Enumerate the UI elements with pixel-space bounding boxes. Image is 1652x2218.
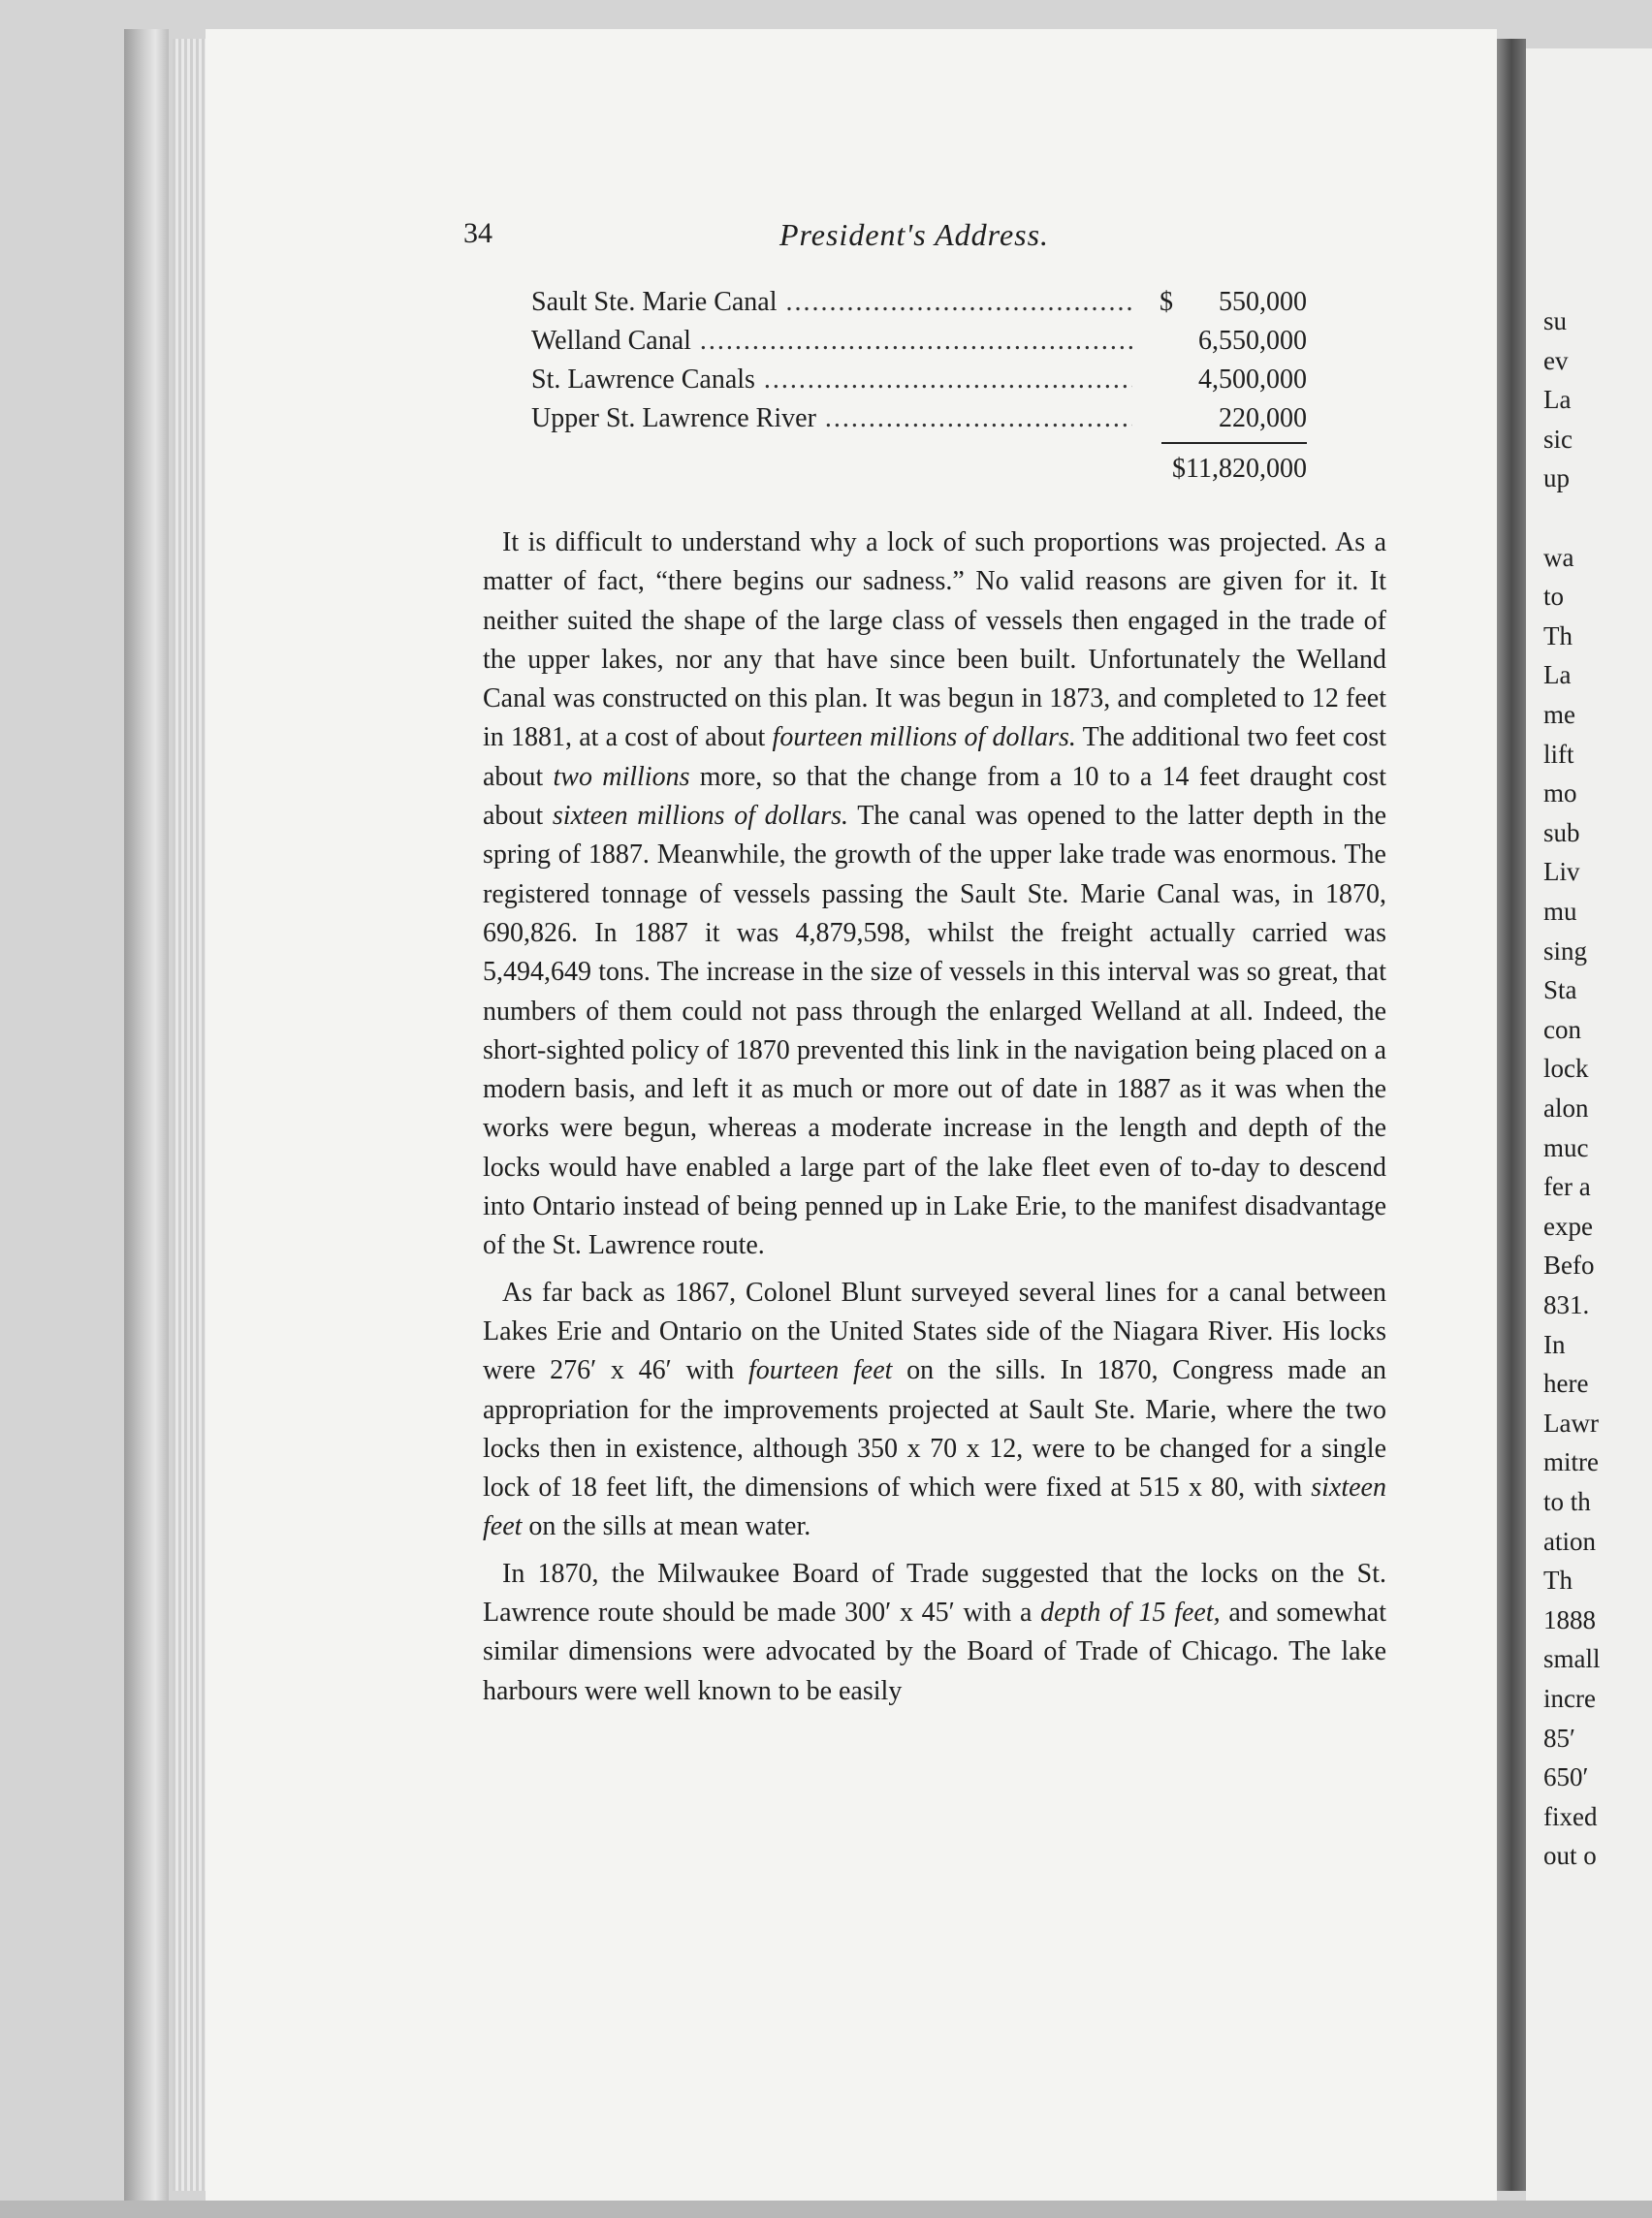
text-run: on the sills at mean water. bbox=[522, 1511, 811, 1542]
facing-page-fragment: wa bbox=[1543, 542, 1574, 572]
italic-text: sixteen millions of dollars. bbox=[552, 801, 849, 832]
cost-label: Sault Ste. Marie Canal ..... bbox=[531, 283, 1132, 322]
paragraph bbox=[483, 523, 1386, 1266]
text-run: more, so that the change from a 10 to a 14 feet draught cost about bbox=[483, 761, 1386, 832]
italic-text: depth of 15 feet, bbox=[1040, 1598, 1221, 1629]
facing-page-fragment: sic bbox=[1543, 424, 1573, 454]
page-header bbox=[463, 217, 1365, 262]
facing-page-fragment: In bbox=[1543, 1329, 1566, 1359]
facing-page-fragment: sing bbox=[1543, 935, 1588, 966]
facing-page-fragment: ev bbox=[1543, 345, 1569, 375]
facing-page-fragment: fixed bbox=[1543, 1801, 1598, 1831]
cost-row bbox=[531, 361, 1307, 399]
facing-page-fragment: Sta bbox=[1543, 975, 1577, 1005]
italic-text: fourteen millions of dollars. bbox=[772, 722, 1076, 753]
facing-page-fragment: ation bbox=[1543, 1526, 1596, 1556]
facing-page-fragment: up bbox=[1543, 463, 1570, 493]
dollar-sign: $ bbox=[1160, 287, 1173, 317]
facing-page-fragment: 650′ bbox=[1543, 1762, 1589, 1792]
facing-page-fragment: to th bbox=[1543, 1487, 1591, 1516]
facing-page-fragment: here bbox=[1543, 1369, 1589, 1399]
text-run: In 1870, the Milwaukee Board of Trade suggested that the locks on the St. Lawrence route should be made 300′ x 45′ with a bbox=[483, 1558, 1386, 1629]
facing-page-fragment: mitre bbox=[1543, 1447, 1599, 1477]
text-run: and somewhat similar dimensions were advocated by the Board of Trade of Chicago. The lake harbours were well known to be easily bbox=[483, 1598, 1386, 1706]
cost-label: Welland Canal ..... bbox=[531, 322, 1132, 361]
cost-amount: 220,000 bbox=[1219, 403, 1307, 433]
facing-page-fragment: Befo bbox=[1543, 1251, 1595, 1281]
facing-page-fragment: 1888 bbox=[1543, 1604, 1596, 1634]
italic-text: two millions bbox=[553, 761, 690, 792]
cost-row bbox=[531, 283, 1307, 322]
paragraph bbox=[483, 1555, 1386, 1711]
facing-page-fragment: small bbox=[1543, 1644, 1601, 1674]
text-run: The additional two feet cost about bbox=[483, 722, 1386, 792]
facing-page-fragment: 85′ bbox=[1543, 1723, 1575, 1753]
cost-row bbox=[531, 399, 1307, 438]
paragraph bbox=[483, 1274, 1386, 1547]
facing-page-fragment: expe bbox=[1543, 1211, 1593, 1241]
text-run: As far back as 1867, Colonel Blunt surveyed several lines for a canal between Lakes Erie and Ontario on the United States side of the Niagara River. His locks were 276′ x 46′ with bbox=[483, 1277, 1386, 1386]
facing-page-fragment: su bbox=[1543, 306, 1568, 335]
italic-text: sixteen feet bbox=[483, 1473, 1386, 1542]
cost-amount: 4,500,000 bbox=[1198, 364, 1307, 395]
body-text bbox=[483, 523, 1386, 1711]
facing-page-fragment: mu bbox=[1543, 897, 1577, 926]
facing-page-edge bbox=[1526, 48, 1652, 2210]
cost-row bbox=[531, 322, 1307, 361]
facing-page-fragment: incre bbox=[1543, 1684, 1596, 1713]
text-run: on the sills. In 1870, Congress made an appropriation for the improvements projected at Sault Ste. Marie, where the two locks then in existence, although 350 x 70 x 12, were to be changed for a single lock of 18 feet lift, the dimensions of which were fixed at 515 x 80, with bbox=[483, 1355, 1386, 1504]
sum-rule bbox=[1161, 442, 1307, 444]
facing-page-fragment: 831. bbox=[1543, 1290, 1590, 1319]
page-number: 34 bbox=[463, 217, 492, 249]
facing-page-fragment: Lawr bbox=[1543, 1408, 1599, 1438]
facing-page-fragment: mo bbox=[1543, 778, 1577, 808]
text-run: It is difficult to understand why a lock of such proportions was projected. As a matter of fact, “there begins our sadness.” No valid reasons are given for it. It neither suited the shape of the large class of vessels then engaged in the trade of the upper lakes, nor any that have since been built. Unfortunately the Welland Canal was constructed on this plan. It was begun in 1873, and completed to 12 feet in 1881, at a cost of about bbox=[483, 527, 1386, 753]
cost-amount: 6,550,000 bbox=[1198, 326, 1307, 356]
facing-page-fragment: out o bbox=[1543, 1841, 1597, 1871]
book-edge bbox=[124, 29, 169, 2201]
facing-page-fragment: muc bbox=[1543, 1132, 1589, 1162]
text-run: The canal was opened to the latter depth in the spring of 1887. Meanwhile, the growth of the upper lake trade was enormous. The registered tonnage of vessels passing the Sault Ste. Marie Canal was, in 1870, 690,826. In 1887 it was 4,879,598, whilst the freight actually carried was 5,494,649 tons. The increase in the size of vessels in this interval was so great, that numbers of them could not pass through the enlarged Welland at all. Indeed, the short-sighted policy of 1870 prevented this link in the navigation being placed on a modern basis, and left it as much or more out of date in 1887 as it was when the works were begun, whereas a moderate increase in the length and depth of the locks would have enabled a large part of the lake fleet even of to-day to descend into Ontario instead of being penned up in Lake Erie, to the manifest disadvantage of the St. Lawrence route. bbox=[483, 801, 1386, 1261]
facing-page-fragment: Liv bbox=[1543, 857, 1580, 887]
facing-page-fragment: to bbox=[1543, 582, 1565, 612]
facing-page-fragment: Th bbox=[1543, 1566, 1573, 1596]
cost-total: $11,820,000 bbox=[1172, 454, 1307, 484]
running-title: President's Address. bbox=[778, 217, 1050, 252]
facing-page-fragment: lock bbox=[1543, 1054, 1589, 1084]
cost-label: St. Lawrence Canals ..... bbox=[531, 361, 1132, 399]
facing-page-fragment: con bbox=[1543, 1014, 1581, 1044]
facing-page-fragment: La bbox=[1543, 660, 1572, 690]
facing-page-fragment: fer a bbox=[1543, 1172, 1591, 1202]
facing-page-fragment: alon bbox=[1543, 1093, 1589, 1123]
facing-page-fragment: me bbox=[1543, 700, 1575, 729]
facing-page-fragment: La bbox=[1543, 385, 1572, 415]
facing-page-fragment: sub bbox=[1543, 817, 1580, 847]
facing-page-fragment: Th bbox=[1543, 620, 1573, 650]
cost-label: Upper St. Lawrence River ..... bbox=[531, 399, 1132, 438]
book-gutter bbox=[1497, 39, 1526, 2191]
cost-amount: 550,000 bbox=[1219, 287, 1307, 317]
cost-table bbox=[531, 283, 1307, 484]
scan-bottom-edge bbox=[0, 2201, 1652, 2218]
facing-page-fragment: lift bbox=[1543, 739, 1574, 769]
page-stack-edge bbox=[173, 39, 206, 2191]
italic-text: fourteen feet bbox=[747, 1355, 893, 1386]
